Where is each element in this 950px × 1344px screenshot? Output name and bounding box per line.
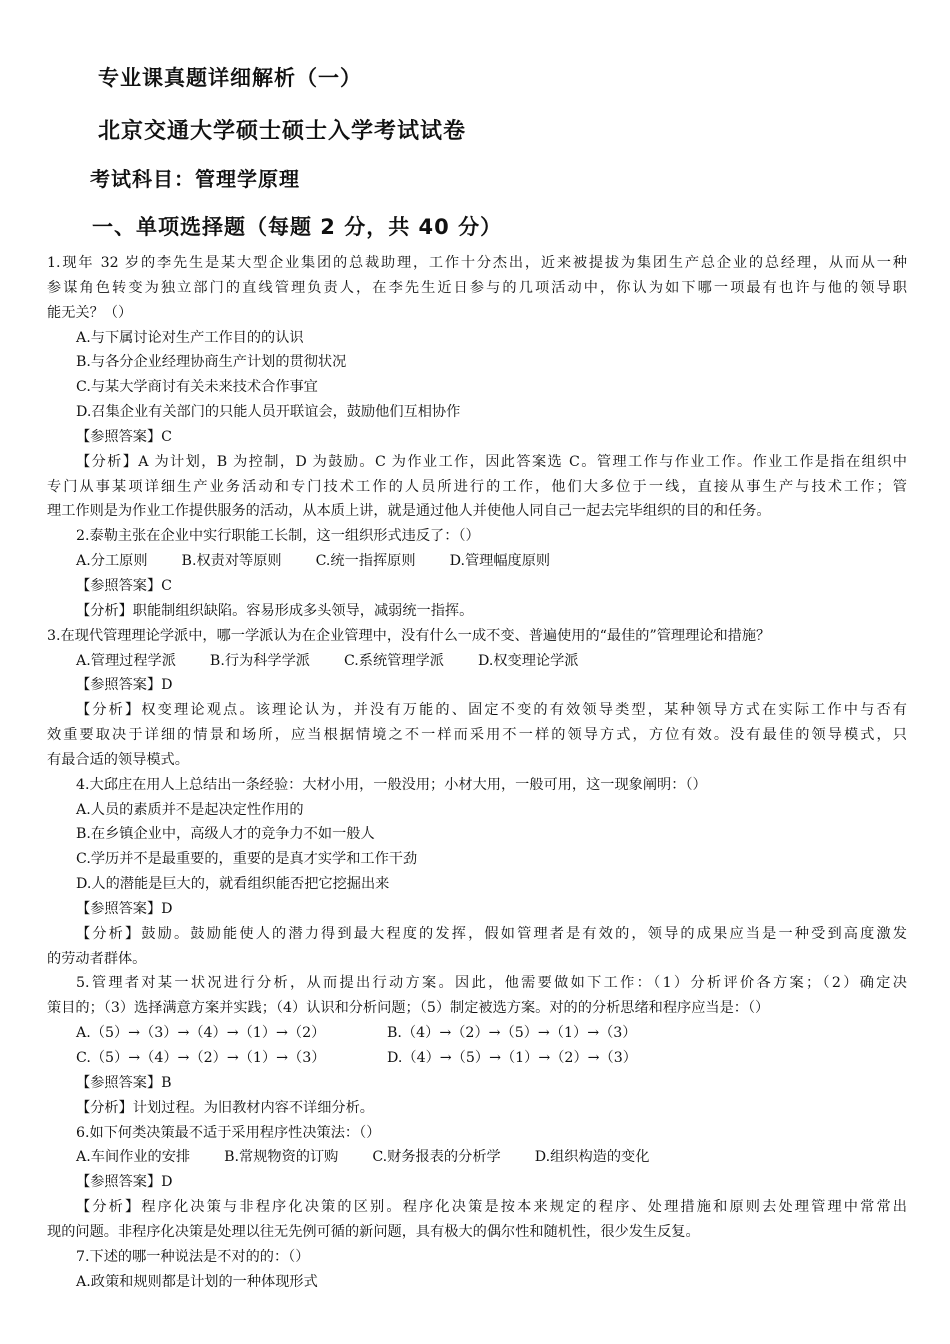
q2-stem: 2.泰勒主张在企业中实行职能工长制，这一组织形式违反了：（）	[76, 528, 480, 545]
q7-option-a: A.政策和规则都是计划的一种体现形式	[76, 1273, 318, 1290]
q2-option-b: B.权责对等原则	[181, 553, 282, 570]
q2-answer: 【参照答案】C	[76, 577, 172, 594]
q5-stem-line2: 策目的；（3）选择满意方案并实践；（4）认识和分析问题；（5）制定被选方案。对的的分析思绪和程序应当是：（）	[47, 1000, 770, 1017]
q1-answer: 【参照答案】C	[76, 428, 172, 445]
q3-stem: 3.在现代管理理论学派中，哪一学派认为在企业管理中，没有什么一成不变、普遍使用的“最佳的”管理理论和措施？	[47, 627, 771, 644]
q1-stem-line3: 能无关？（）	[47, 304, 133, 321]
q2-option-a: A.分工原则	[76, 553, 148, 570]
q3-analysis-line2: 效重要取决于详细的情景和场所，应当根据情境之不一样而采用不一样的领导方式，方位有效。没有最佳的领导模式，只	[47, 727, 907, 744]
doc-title-line1: 专业课真题详细解析（一）	[98, 66, 362, 90]
q6-stem: 6.如下何类决策最不适于采用程序性决策法：（）	[76, 1124, 381, 1141]
q6-analysis-line2: 现的问题。非程序化决策是处理以往无先例可循的新问题，具有极大的偶尔性和随机性，很少发生反复。	[47, 1223, 700, 1240]
q4-option-d: D.人的潜能是巨大的，就看组织能否把它挖掘出来	[76, 876, 390, 893]
q2-option-d: D.管理幅度原则	[449, 553, 551, 570]
q6-option-b: B.常规物资的订购	[224, 1149, 339, 1166]
q1-analysis-line3: 理工作则是为作业工作提供服务的活动，从本质上讲，就是通过他人并使他人同自己一起去完毕组织的目的和任务。	[47, 503, 771, 520]
q5-option-a: A.（5）→（3）→（4）→（1）→（2）	[76, 1025, 326, 1042]
q1-analysis-line1: 【分析】A 为计划，B 为控制，D 为鼓励。C 为作业工作，因此答案选 C。管理工作与作业工作。作业工作是指在组织中	[76, 453, 907, 470]
q3-option-c: C.系统管理学派	[343, 652, 444, 669]
q5-options-row1	[47, 1021, 907, 1046]
q5-option-b: B.（4）→（2）→（5）→（1）→（3）	[387, 1025, 637, 1042]
section-heading: 一、单项选择题（每题 2 分，共 40 分）	[92, 215, 503, 239]
q5-options-row2	[47, 1046, 907, 1071]
q2-option-c: C.统一指挥原则	[315, 553, 416, 570]
q2-analysis-line1: 【分析】职能制组织缺陷。容易形成多头领导，减弱统一指挥。	[76, 602, 474, 619]
q6-answer: 【参照答案】D	[76, 1174, 173, 1191]
q6-option-d: D.组织构造的变化	[534, 1149, 650, 1166]
q4-analysis-line1: 【分析】鼓励。鼓励能使人的潜力得到最大程度的发挥，假如管理者是有效的，领导的成果应当是一种受到高度激发	[76, 925, 907, 942]
q5-stem-line1: 5.管理者对某一状况进行分析，从而提出行动方案。因此，他需要做如下工作：（1）分析评价各方案；（2）确定决	[76, 975, 907, 992]
q4-analysis-line2: 的劳动者群体。	[47, 950, 147, 967]
q4-option-c: C.学历并不是最重要的，重要的是真才实学和工作干劲	[76, 851, 418, 868]
q3-option-a: A.管理过程学派	[76, 652, 176, 669]
q3-option-d: D.权变理论学派	[477, 652, 579, 669]
q3-option-b: B.行为科学学派	[209, 652, 310, 669]
q4-stem: 4.大邱庄在用人上总结出一条经验：大材小用，一般没用；小材大用，一般可用，这一现象阐明：（）	[76, 776, 707, 793]
question-list	[47, 251, 907, 1294]
q6-options	[47, 1145, 907, 1170]
doc-title-line2: 北京交通大学硕士硕士入学考试试卷	[98, 119, 467, 144]
q5-answer: 【参照答案】B	[76, 1074, 172, 1091]
q1-analysis-line2: 专门从事某项详细生产业务活动和专门技术工作的人员所进行的工作，他们大多位于一线，直接从事生产与技术工作；管	[47, 478, 907, 495]
q1-option-d: D.召集企业有关部门的只能人员开联谊会，鼓励他们互相协作	[76, 404, 461, 421]
q5-analysis-line1: 【分析】计划过程。为旧教材内容不详细分析。	[76, 1099, 374, 1116]
q6-option-a: A.车间作业的安排	[76, 1149, 191, 1166]
q5-option-c: C.（5）→（4）→（2）→（1）→（3）	[76, 1050, 326, 1066]
q1-option-a: A.与下属讨论对生产工作目的的认识	[76, 329, 304, 346]
q3-options	[47, 649, 907, 674]
q3-analysis-line1: 【分析】权变理论观点。该理论认为，并没有万能的、固定不变的有效领导类型，某种领导方式在实际工作中与否有	[76, 702, 907, 719]
q4-option-b: B.在乡镇企业中，高级人才的竞争力不如一般人	[76, 826, 375, 843]
q2-options	[47, 549, 907, 574]
q5-option-d: D.（4）→（5）→（1）→（2）→（3）	[387, 1050, 637, 1066]
q4-option-a: A.人员的素质并不是起决定性作用的	[76, 801, 304, 818]
q1-option-b: B.与各分企业经理协商生产计划的贯彻状况	[76, 354, 347, 371]
q6-option-c: C.财务报表的分析学	[372, 1149, 501, 1166]
q7-stem: 7.下述的哪一种说法是不对的的：（）	[76, 1248, 310, 1265]
q1-stem-line1: 1.现年 32 岁的李先生是某大型企业集团的总裁助理，工作十分杰出，近来被提拔为集团生产总企业的总经理，从而从一种	[47, 255, 907, 271]
q6-analysis-line1: 【分析】程序化决策与非程序化决策的区别。程序化决策是按本来规定的程序、处理措施和原则去处理管理中常常出	[76, 1199, 907, 1216]
q4-answer: 【参照答案】D	[76, 900, 173, 917]
exam-subject: 考试科目：管理学原理	[90, 167, 300, 191]
q1-option-c: C.与某大学商讨有关未来技术合作事宜	[76, 379, 318, 396]
q3-analysis-line3: 有最合适的领导模式。	[47, 751, 189, 768]
q3-answer: 【参照答案】D	[76, 677, 173, 694]
q1-stem-line2: 参谋角色转变为独立部门的直线管理负责人，在李先生近日参与的几项活动中，你认为如下哪一项最有也许与他的领导职	[47, 279, 907, 296]
